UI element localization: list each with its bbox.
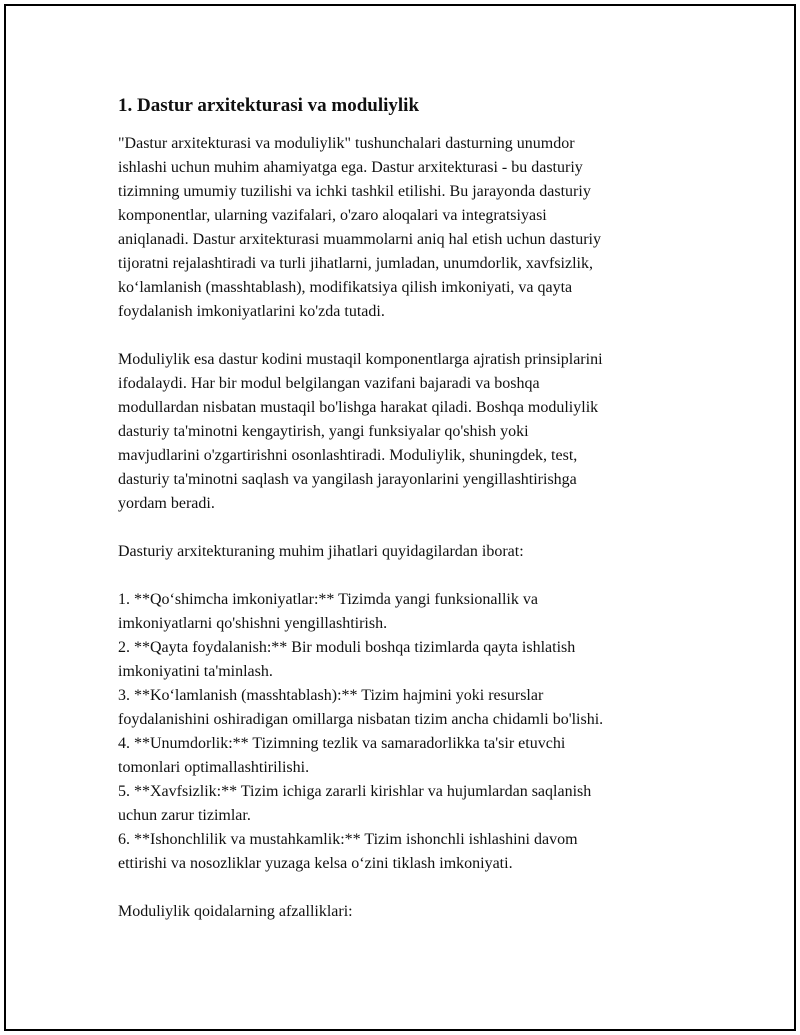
paragraph-aspects-intro: Dasturiy arxitekturaning muhim jihatlari quyidagilardan iborat: (118, 543, 524, 560)
section-heading: 1. Dastur arxitekturasi va moduliylik (118, 95, 420, 116)
list-item: 1. **Qoʻshimcha imkoniyatlar:** Tizimda yangi funksionallik va imkoniyatlarni qo'shishni yengillashtirish. (118, 591, 538, 632)
paragraph-modularity: Moduliylik esa dastur kodini mustaqil komponentlarga ajratish prinsiplarini ifodalaydi. Har bir modul belgilangan vazifani bajaradi va boshqa modullardan nisbatan mustaqil bo'lishga harakat qiladi. Boshqa moduliylik dasturiy ta'minotni kengaytirish, yangi funksiyalar qo'shish yoki mavjudlarini o'zgartirishni osonlashtiradi. Moduliylik, shuningdek, test, dasturiy ta'minotni saqlash va yangilash jarayonlarini yengillashtirishga yordam beradi. (118, 351, 603, 512)
paragraph-architecture: "Dastur arxitekturasi va moduliylik" tushunchalari dasturning unumdor ishlashi uchun muhim ahamiyatga ega. Dastur arxitekturasi - bu dasturiy tizimning umumiy tuzilishi va ichki tashkil etilishi. Bu jarayonda dasturiy komponentlar, ularning vazifalari, o'zaro aloqalari va integratsiyasi aniqlanadi. Dastur arxitekturasi muammolarni aniq hal etish uchun dasturiy tijoratni rejalashtiradi va turli jihatlarni, jumladan, unumdorlik, xavfsizlik, koʻlamlanish (masshtablash), modifikatsiya qilish imkoniyati, va qayta foydalanish imkoniyatlarini ko'zda tutadi. (118, 135, 601, 320)
list-item: 3. **Koʻlamlanish (masshtablash):** Tizim hajmini yoki resurslar foydalanishini oshiradigan omillarga nisbatan tizim ancha chidamli bo'lishi. (118, 687, 604, 728)
document-body (118, 94, 698, 948)
list-item: 5. **Xavfsizlik:** Tizim ichiga zararli kirishlar va hujumlardan saqlanish uchun zarur tizimlar. (118, 783, 592, 824)
aspects-list (118, 588, 698, 876)
list-item: 4. **Unumdorlik:** Tizimning tezlik va samaradorlikka ta'sir etuvchi tomonlari optimallashtirilishi. (118, 735, 566, 776)
paragraph-modularity-benefits: Moduliylik qoidalarning afzalliklari: (118, 903, 353, 920)
list-item: 6. **Ishonchlilik va mustahkamlik:** Tizim ishonchli ishlashini davom ettirishi va nosozliklar yuzaga kelsa oʻzini tiklash imkoniyati. (118, 831, 578, 872)
list-item: 2. **Qayta foydalanish:** Bir moduli boshqa tizimlarda qayta ishlatish imkoniyatini ta'minlash. (118, 639, 576, 680)
